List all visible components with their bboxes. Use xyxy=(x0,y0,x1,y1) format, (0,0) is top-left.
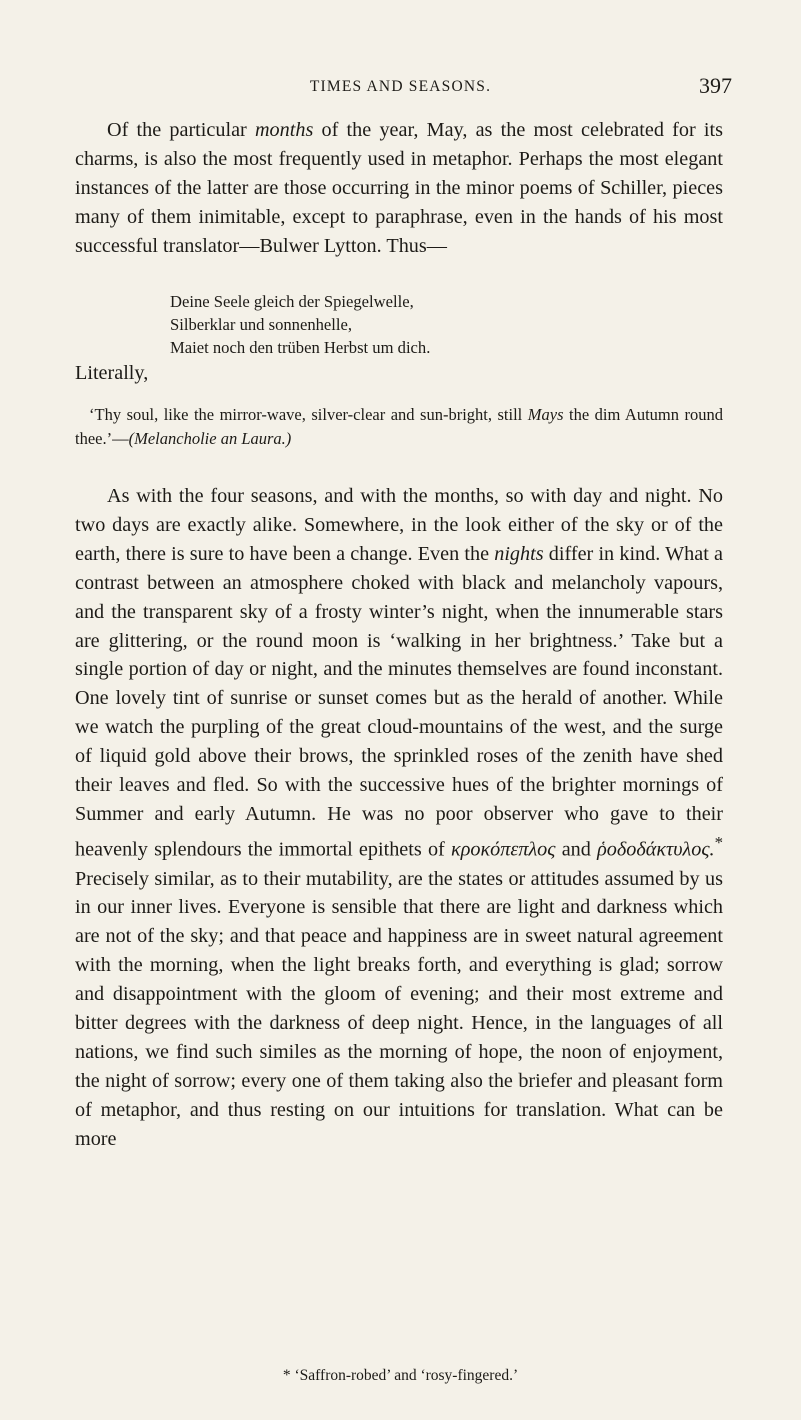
paragraph-1-text-a: Of the particular xyxy=(107,119,255,141)
paragraph-1 xyxy=(75,116,723,261)
running-head: TIMES AND SEASONS. xyxy=(309,78,492,95)
translation-text-b: the dim Autumn round thee.’— xyxy=(75,405,724,448)
greek-epithet-1: κροκόπεπλος xyxy=(451,838,556,861)
paragraph-2-text-c: and xyxy=(555,838,598,861)
paragraph-2-text-d: Precisely similar, as to their mutability, are the states or attitudes assumed by us in our inner lives. Everyone is sensible that there are light and darkness which are not of the sky; and that peace and happiness are in sweet natural agreement with the morning, when the light breaks forth, and everything is glad; sorrow and disappointment with the gloom of evening; and their most extreme and bitter degrees with the darkness of deep night. Hence, in the languages of all nations, we find such similes as the morning of hope, the noon of enjoyment, the night of sorrow; every one of them taking also the briefer and pleasant form of metaphor, and thus resting on our intuitions for translation. What can be more xyxy=(75,867,723,1150)
verse-line-2: Silberklar und sonnenhelle, xyxy=(170,314,353,334)
verse-quotation xyxy=(170,291,430,359)
paragraph-1-text-b: of the year, May, as the most celebrated for its charms, is also the most frequently used in metaphor. Perhaps the most elegant instances of the latter are those occurring in the minor poems of Schiller, pieces many of them inimitable, except to paraphrase, even in the hands of his most successful translator—Bulwer Lytton. Thus— xyxy=(75,119,723,257)
paragraph-2-text-a: As with the four seasons, and with the months, so with day and night. No two days are exactly alike. Somewhere, in the look either of the sky or of the earth, there is sure to have been a change. Even the xyxy=(75,485,723,565)
paragraph-2-emphasis: nights xyxy=(494,542,544,565)
verse-translation xyxy=(75,403,723,450)
paragraph-2 xyxy=(75,482,723,1154)
translation-text-a: ‘Thy soul, like the mirror-wave, silver-clear and sun-bright, still xyxy=(89,405,528,424)
paragraph-1-emphasis: months xyxy=(254,119,314,141)
translation-source: (Melancholie an Laura.) xyxy=(128,428,292,448)
footnote: * ‘Saffron-robed’ and ‘rosy-fingered.’ xyxy=(282,1367,519,1384)
translation-emphasis: Mays xyxy=(527,405,564,424)
verse-line-3: Maiet noch den trüben Herbst um dich. xyxy=(170,337,431,357)
footnote-reference: * xyxy=(714,832,723,852)
verse-line-1: Deine Seele gleich der Spiegelwelle, xyxy=(170,292,414,311)
literally-label: Literally, xyxy=(75,362,149,384)
paragraph-2-text-b: differ in kind. What a contrast between an atmosphere choked with black and melancholy vapours, and the transparent sky of a frosty winter’s night, when the innumerable stars are glittering, or the round moon is ‘walking in her brightness.’ Take but a single portion of day or night, and the minutes themselves are found inconstant. One lovely tint of sunrise or sunset comes but as the herald of another. While we watch the purpling of the great cloud-mountains of the west, and the surge of liquid gold above their brows, the sprinkled roses of the zenith have shed their leaves and fled. So with the successive hues of the brighter mornings of Summer and early Autumn. He was no poor observer who gave to their heavenly splendours the immortal epithets of xyxy=(75,542,723,861)
page-number: 397 xyxy=(699,73,732,98)
greek-epithet-2: ῥοδοδάκτυλος. xyxy=(597,838,715,861)
